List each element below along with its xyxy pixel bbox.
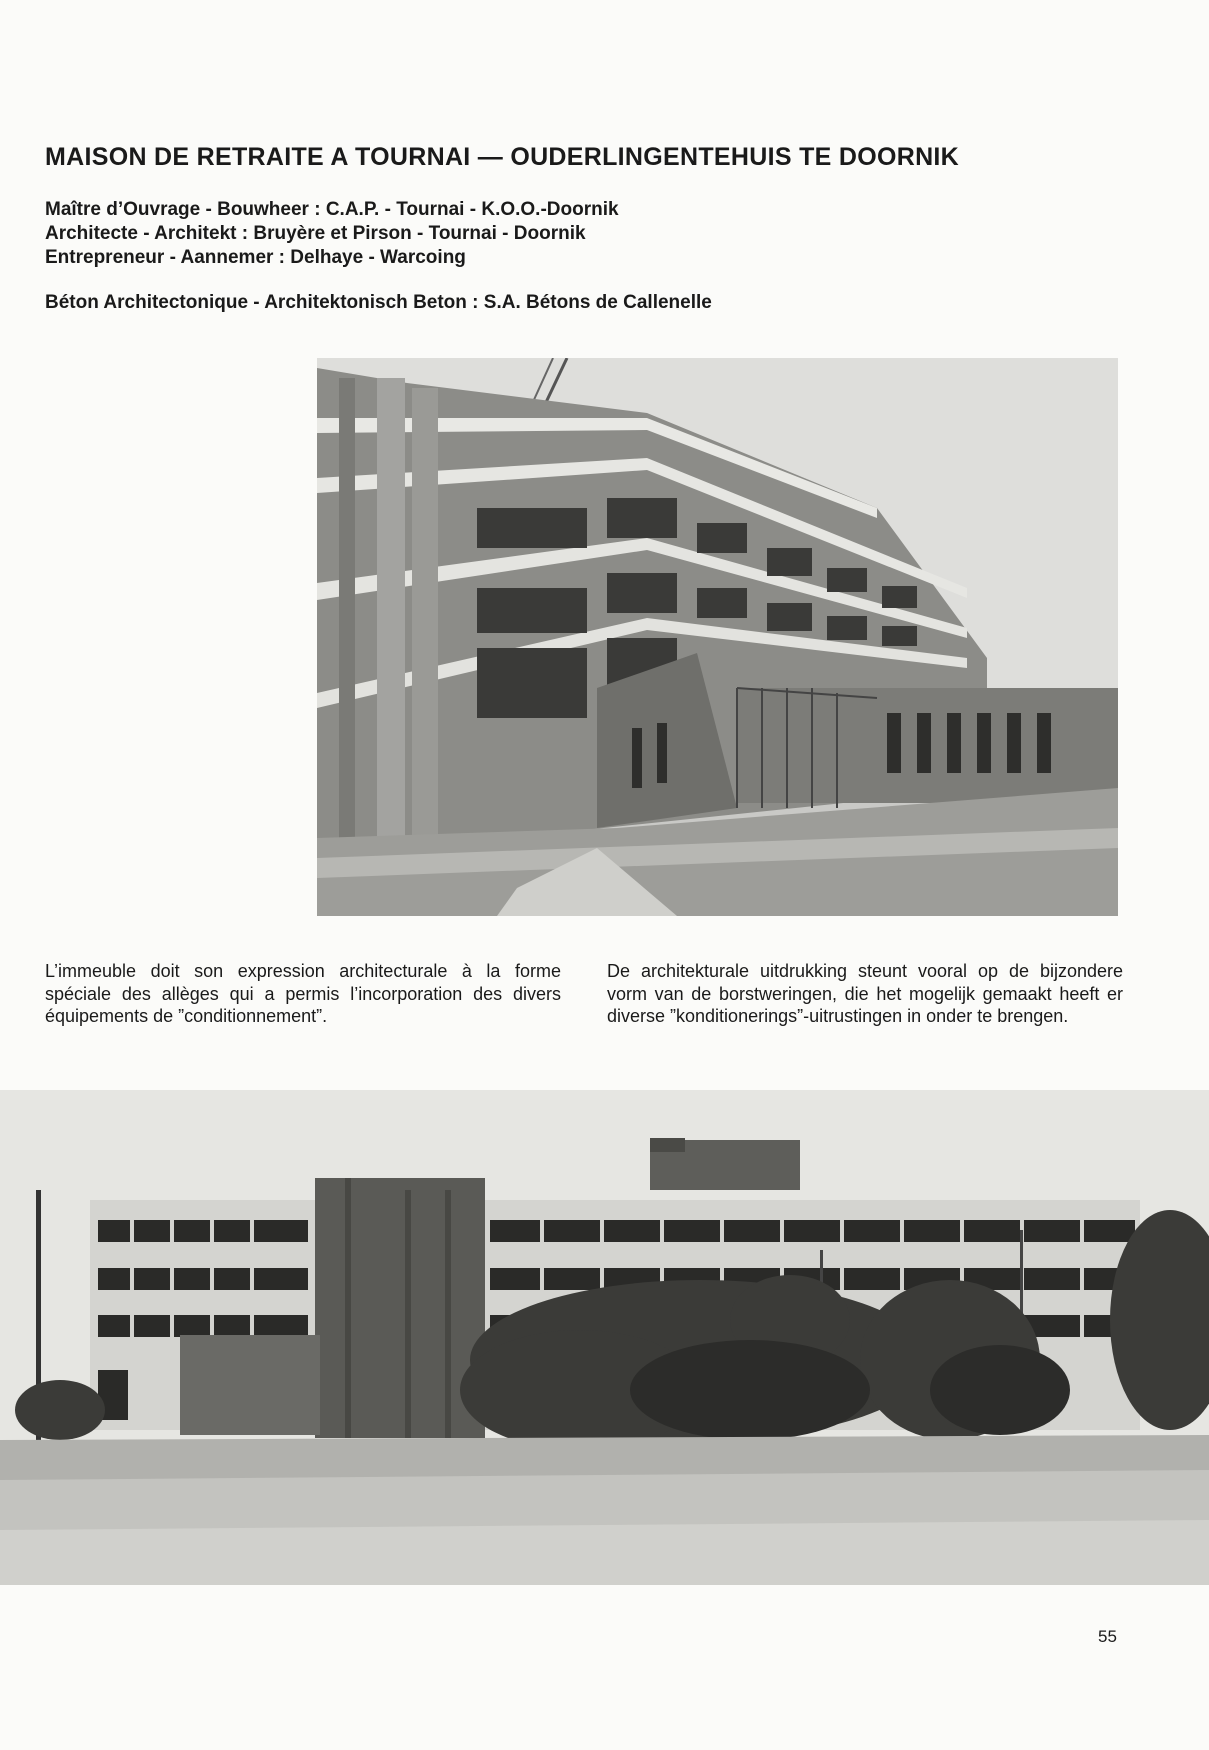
construction-photo	[317, 358, 1118, 916]
caption-dutch: De architekturale uitdrukking steunt vooral op de bijzondere vorm van de borstweringen, die het mogelijk gemaakt heeft er diverse ”konditionerings”-uitrustingen in onder te brengen.	[607, 961, 1123, 1026]
credits-block	[45, 198, 619, 270]
credit-contractor: Entrepreneur - Aannemer : Delhaye - Warcoing	[45, 247, 466, 268]
caption-french: L’immeuble doit son expression architecturale à la forme spéciale des allèges qui a permis l’incorporation des divers équipements de ”conditionnement”.	[45, 961, 561, 1026]
credit-architect: Architecte - Architekt : Bruyère et Pirson - Tournai - Doornik	[45, 223, 586, 244]
page-number: 55	[1098, 1627, 1117, 1646]
credit-owner: Maître d’Ouvrage - Bouwheer : C.A.P. - Tournai - K.O.O.-Doornik	[45, 199, 619, 220]
completed-building-photo	[0, 1090, 1209, 1585]
architectural-concrete-credit: Béton Architectonique - Architektonisch Beton : S.A. Bétons de Callenelle	[45, 292, 712, 313]
page-title: MAISON DE RETRAITE A TOURNAI — OUDERLINGENTEHUIS TE DOORNIK	[45, 143, 960, 171]
